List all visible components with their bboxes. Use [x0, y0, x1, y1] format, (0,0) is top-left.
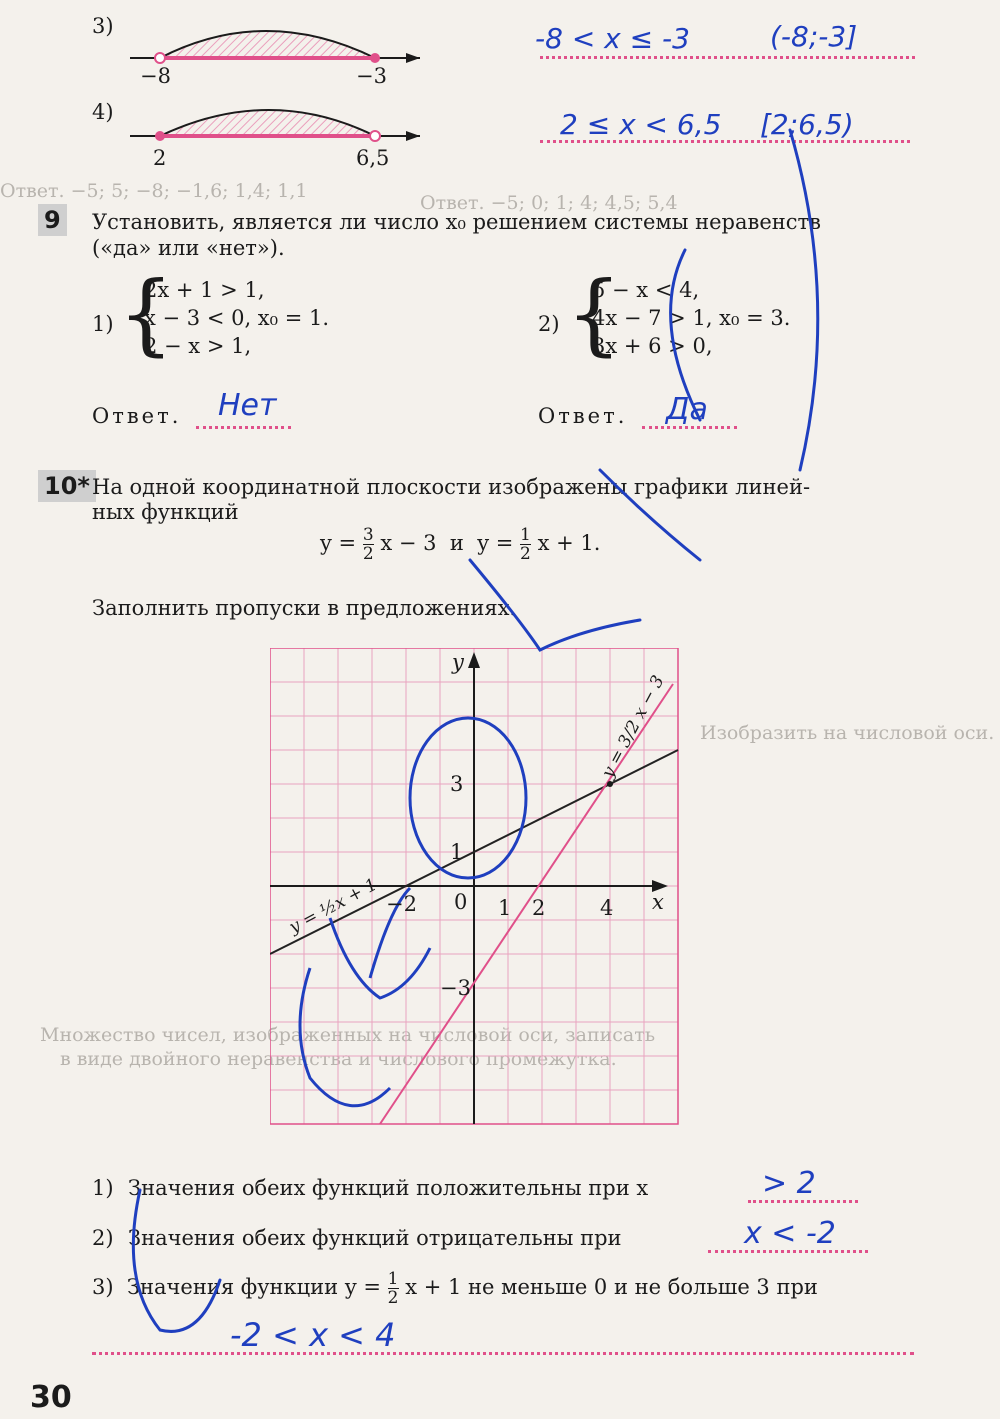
frac-num: 3: [362, 525, 374, 545]
x-tick: 1: [498, 896, 512, 920]
tick-label: 2: [153, 146, 167, 170]
item-label: 3): [92, 1275, 114, 1299]
frac-num: 1: [387, 1269, 399, 1289]
formula-part: y =: [477, 531, 514, 555]
x-tick: 0: [454, 890, 468, 914]
page-number: 30: [30, 1380, 72, 1415]
frac-den: 2: [387, 1288, 399, 1308]
fraction: [520, 526, 531, 563]
item-label: 1): [92, 1176, 114, 1200]
frac-den: 2: [520, 544, 531, 564]
formula-part: x + 1.: [537, 531, 601, 555]
x-tick: 2: [532, 896, 546, 920]
tick-label: −8: [140, 64, 171, 88]
ghost-text: Множество чисел, изображенных на числовой оси, записать: [40, 1024, 656, 1046]
item-label: 3): [92, 14, 114, 38]
item-text: Значения функции y =: [126, 1275, 381, 1299]
item-text: Значения обеих функций отрицательны при: [128, 1226, 622, 1250]
equation: 4x − 7 > 1, x₀ = 3.: [592, 306, 791, 330]
y-tick: 3: [450, 772, 464, 796]
handwritten-answer: > 2: [762, 1166, 816, 1201]
ghost-text: в виде двойного неравенства и числового промежутка.: [60, 1048, 617, 1070]
system-brace: {: [118, 262, 174, 365]
answer-label: Ответ.: [92, 404, 182, 428]
task-number: 9: [38, 204, 67, 236]
answer-inequality: 2 ≤ x < 6,5: [560, 108, 722, 141]
ghost-text: Ответ. −5; 0; 1; 4; 4,5; 5,4: [420, 192, 678, 214]
x-tick: 4: [600, 896, 614, 920]
equation: 2 − x > 1,: [144, 334, 252, 358]
answer-label: Ответ.: [538, 404, 628, 428]
x-axis-label: x: [652, 890, 664, 914]
handwritten-answer: Да: [666, 392, 708, 427]
equation: 5 − x < 4,: [592, 278, 700, 302]
handwritten-answer: x < -2: [744, 1216, 836, 1251]
tick-label: −3: [356, 64, 387, 88]
x-tick: −2: [386, 892, 417, 916]
handwritten-answer: Нет: [218, 388, 277, 423]
tick-label: 6,5: [356, 146, 390, 170]
system-label: 2): [538, 312, 560, 336]
answer-inequality: -8 < x ≤ -3: [535, 22, 690, 55]
ghost-text: Изобразить на числовой оси.: [700, 722, 995, 744]
formula-part: y =: [320, 531, 357, 555]
answer-interval: [2;6,5): [760, 108, 854, 141]
formula: [320, 526, 600, 563]
system-1: [144, 276, 329, 360]
task-text: ных функций: [92, 500, 239, 524]
answer-interval: (-8;-3]: [770, 20, 858, 53]
answer-dots: [540, 140, 910, 143]
item-3: [92, 1270, 818, 1307]
instruction: Заполнить пропуски в предложениях.: [92, 596, 517, 620]
line-label: y = ½x + 1: [286, 874, 381, 938]
ghost-text: Ответ. −5; 5; −8; −1,6; 1,4; 1,1: [0, 180, 308, 202]
item-text: Значения обеих функций положительны при x: [128, 1176, 649, 1200]
answer-dots: [92, 1352, 914, 1355]
formula-part: и: [449, 531, 464, 555]
system-brace: {: [566, 262, 622, 365]
frac-num: 1: [520, 525, 531, 545]
y-tick: 1: [450, 840, 464, 864]
item-label: 4): [92, 100, 114, 124]
equation: 3x + 6 > 0,: [592, 334, 713, 358]
system-2: [592, 276, 790, 360]
task-text: На одной координатной плоскости изображены графики линей-: [92, 475, 811, 499]
line-label: y = 3/2 x − 3: [598, 672, 669, 782]
equation: x − 3 < 0, x₀ = 1.: [144, 306, 330, 330]
coordinate-graph: [270, 648, 680, 1130]
answer-dots: [540, 56, 915, 59]
item-label: 2): [92, 1226, 114, 1250]
equation: 2x + 1 > 1,: [144, 278, 265, 302]
answer-dots: [196, 426, 291, 429]
fraction: [363, 526, 374, 563]
handwritten-answer: -2 < x < 4: [230, 1316, 396, 1354]
fraction: [388, 1270, 399, 1307]
task-text: Установить, является ли число x₀ решением системы неравенств: [92, 210, 821, 234]
y-axis-label: y: [452, 650, 464, 674]
system-label: 1): [92, 312, 114, 336]
frac-den: 2: [362, 544, 374, 564]
task-text: («да» или «нет»).: [92, 236, 285, 260]
task-number: 10*: [38, 470, 96, 502]
y-tick: −3: [440, 976, 471, 1000]
formula-part: x − 3: [380, 531, 437, 555]
item-text: x + 1 не меньше 0 и не больше 3 при: [405, 1275, 818, 1299]
